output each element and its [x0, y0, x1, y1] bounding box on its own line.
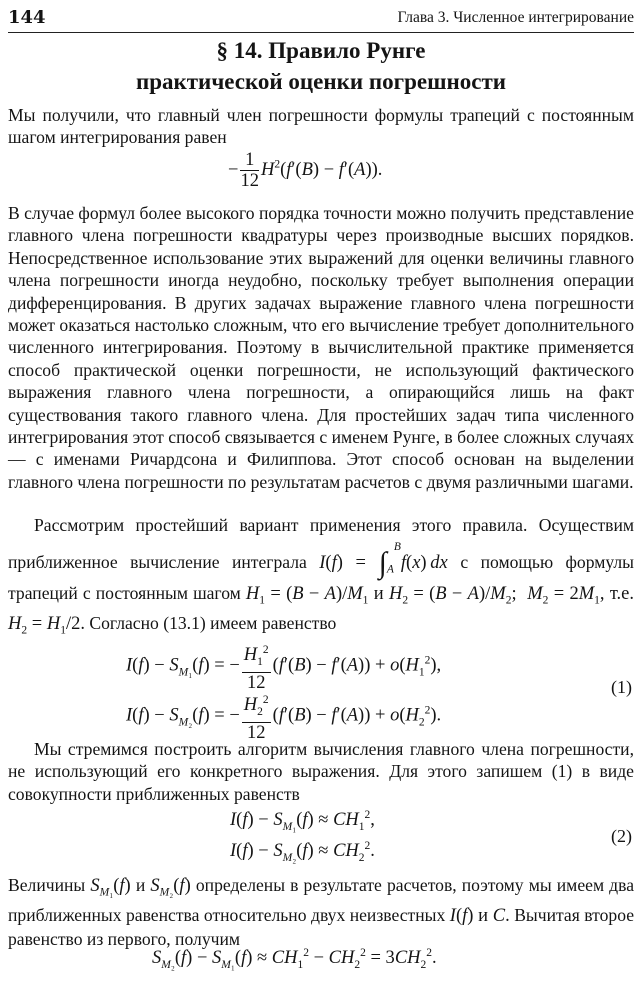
formula-steps: $H_1 = (B - A)/M_1$ и $H_2 = (B - A)/M_2$; $M_2 = 2M_1$, т.е. $H_2 = H_1/2$. [8, 583, 634, 637]
formula-eq2-line2: $I(f) - S_{M_2}(f) \approx CH_2^2$. [230, 840, 375, 864]
equation-label-1: (1) [611, 677, 632, 697]
page-number: 144 [8, 7, 46, 28]
paragraph-3-text-a: Рассмотрим простейший вариант применения этого правила. Осуществим приближенное вычисление интеграла [8, 515, 634, 573]
running-header [8, 5, 634, 31]
formula-eq1-line2: $I(f) - S_{M_2}(f)$ = − $\frac{H_2^2}{12}$ $(f'(B) - f'(A)) + o(H_2^2)$. [126, 690, 441, 743]
paragraph-5-text-a: Величины [8, 875, 86, 895]
paragraph-3-text-b: с помощью формулы трапеций с постоянным шагом [8, 552, 634, 603]
paragraph-5-text-c: определены в результате расчетов, поэтому мы имеем два приближенных равенства относительно двух неизвестных [8, 875, 635, 926]
formula-unknowns: I(f) и C. [449, 906, 510, 927]
paragraph-5-text-d: Вычитая второе равенство из первого, получим [8, 905, 635, 949]
section-title-line2: практической оценки погрешности [135, 69, 507, 94]
section-title-line1: § 14. Правило Рунге [216, 38, 426, 63]
paragraph-4: Мы стремимся построить алгоритм вычисления главного члена погрешности, не использующий его конкретного выражения. Для этого запишем (1) в виде совокупности приближенных равенств [8, 739, 634, 804]
formula-sm1: $S_{M_1}(f)$ [90, 876, 131, 899]
formula-integral: $I(f) = \int_A^Bf(x)$ dx [319, 541, 448, 580]
formula-eq2-line1: $I(f) - S_{M_1}(f) \approx CH_1^2$, [230, 809, 375, 833]
paragraph-3 [8, 514, 634, 642]
formula-eq1-line1: $I(f) - S_{M_1}(f)$ = − $\frac{H_1^2}{12}$ $(f'(B) - f'(A)) + o(H_1^2)$, [126, 640, 441, 693]
paragraph-1: Мы получили, что главный член погрешности формулы трапеций с постоянным шагом интегрирования равен [8, 105, 634, 148]
paragraph-5 [8, 874, 634, 950]
formula-sm2: $S_{M_2}(f)$ [150, 876, 191, 899]
formula-trapezoid-error: − $\frac{1}{12}$ $H^2(f'(B) - f'(A))$. [228, 150, 383, 191]
header-rule [8, 32, 634, 33]
chapter-title: Глава 3. Численное интегрирование [397, 9, 634, 26]
equation-label-2: (2) [611, 826, 632, 846]
paragraph-5-text-b: и [135, 875, 146, 895]
paragraph-3-text-c: Согласно (13.1) имеем равенство [89, 612, 337, 633]
paragraph-2: В случае формул более высокого порядка точности можно получить представление главного члена погрешности квадратуры через производные высших порядков. Непосредственное использование этих выражений для оценки величины главного члена погрешности иногда неудобно, поскольку требует выполнения операции дифференцирования. В других задачах выражение главного члена погрешности может оказаться настолько сложным, что его вычисление требует дополнительного численного интегрирования. Поэтому в вычислительной практике применяется способ практической оценки погрешности, не использующий фактического выражения главного члена погрешности, а опирающийся лишь на факт существования такого главного члена. Для простейших задач типа численного интегрирования этот способ связывается с именем Рунге, в более сложных случаях — с именами Ричардсона и Филиппова. Этот способ основан на выделении главного члена погрешности по результатам расчетов с двумя различными шагами. [8, 203, 634, 492]
formula-difference: $S_{M_2}(f) - S_{M_1}(f) \approx CH_1^2 - CH_2^2 = 3CH_2^2$. [152, 947, 437, 971]
